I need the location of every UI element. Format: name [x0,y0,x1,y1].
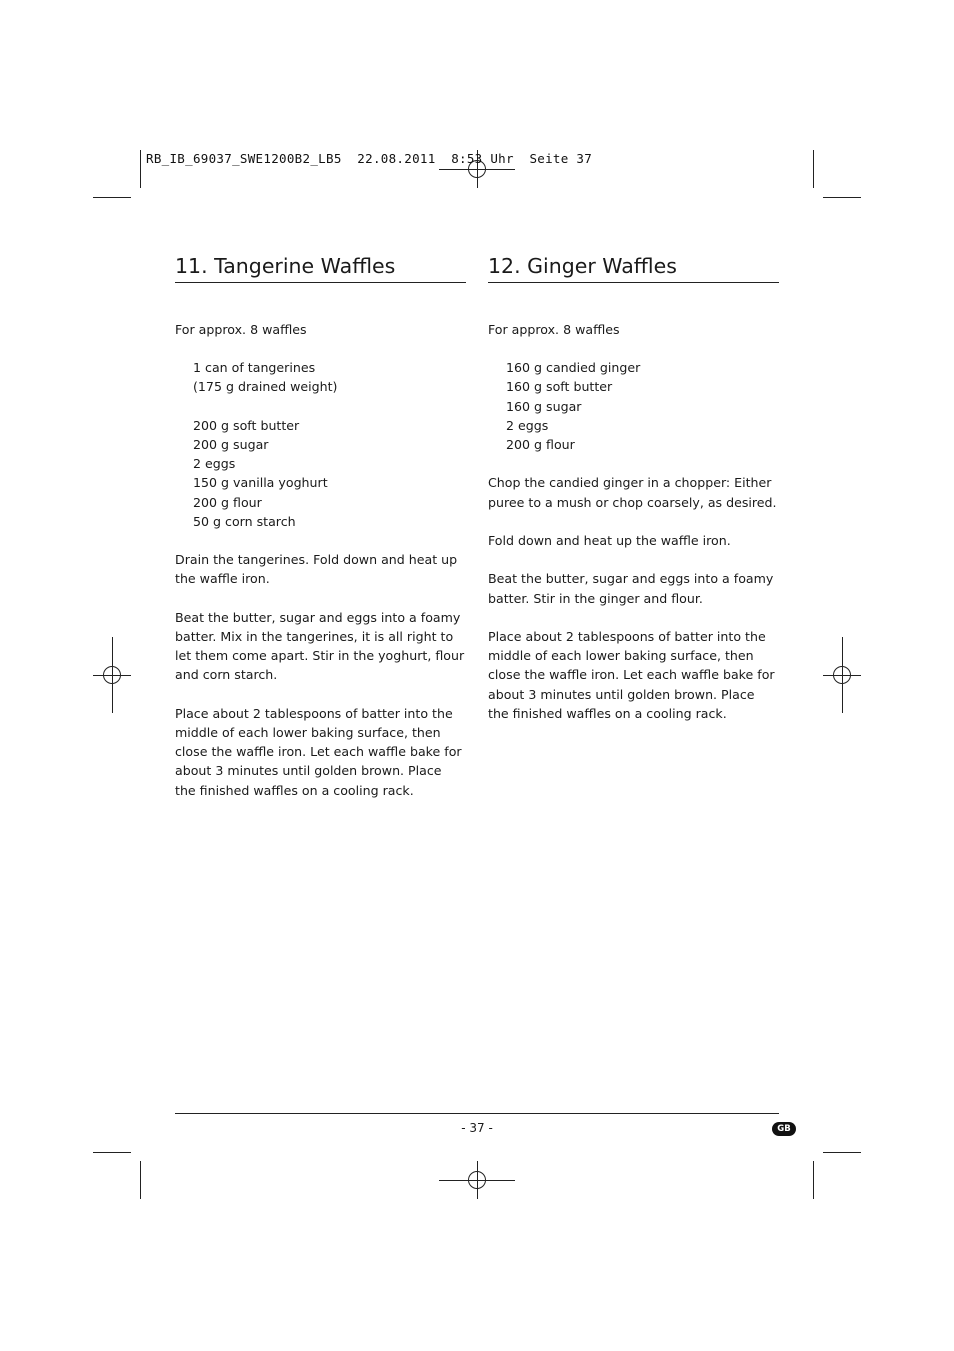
crop-mark [813,1161,814,1199]
instruction-paragraph: Beat the butter, sugar and eggs into a foamy batter. Stir in the ginger and flour. [488,571,774,606]
crop-mark [823,197,861,198]
print-slug-line: RB_IB_69037_SWE1200B2_LB5 22.08.2011 8:53 Uhr Seite 37 [146,151,593,166]
instruction-paragraph: Beat the butter, sugar and eggs into a foamy batter. Mix in the tangerines, it is all right to let them come apart. Stir in the yoghurt, flour and corn starch. [175,609,465,683]
instruction-paragraph: Place about 2 tablespoons of batter into the middle of each lower baking surface, then close the waffle iron. Let each waffle bake for about 3 minutes until golden brown. Place the finished waffles on a cooling rack. [488,628,775,721]
ingredient-item: 150 g vanilla yoghurt [193,475,328,491]
instruction-paragraph: Fold down and heat up the waffle iron. [488,533,731,548]
crop-mark [813,150,814,188]
ingredient-item: 1 can of tangerines [193,360,316,376]
ingredient-item: 200 g flour [193,494,262,510]
recipe-yield: For approx. 8 waffles [175,322,307,337]
recipe-title: 12. Ginger Waffles [488,252,779,283]
ingredient-list [175,358,466,531]
ingredient-item: 160 g sugar [506,398,582,414]
ingredient-item: 2 eggs [193,456,236,472]
instruction-paragraph: Place about 2 tablespoons of batter into the middle of each lower baking surface, then close the waffle iron. Let each waffle bake for about 3 minutes until golden brown. Place the finished waffles on a cooling rack. [175,705,462,798]
page-number: - 37 - [461,1121,493,1135]
ingredient-item: 200 g soft butter [193,417,300,433]
crop-mark [93,197,131,198]
footer-rule [175,1113,779,1114]
ingredient-item: (175 g drained weight) [193,379,338,395]
ingredient-item: 50 g corn starch [193,513,296,529]
instruction-paragraph: Chop the candied ginger in a chopper: Either puree to a mush or chop coarsely, as desired. [488,475,777,510]
language-badge: GB [772,1122,796,1136]
crop-mark [140,1161,141,1199]
recipe-title: 11. Tangerine Waffles [175,252,466,283]
crop-mark [823,1152,861,1153]
ingredient-list [488,358,779,454]
instruction-paragraph: Drain the tangerines. Fold down and heat up the waffle iron. [175,552,458,587]
ingredient-item: 160 g candied ginger [506,360,641,376]
ingredient-item: 2 eggs [506,417,549,433]
ingredient-item: 200 g sugar [193,437,269,452]
ingredient-item: 160 g soft butter [506,379,613,395]
crop-mark [93,1152,131,1153]
recipe-yield: For approx. 8 waffles [488,322,620,337]
crop-mark [140,150,141,188]
ingredient-spacer [193,397,466,416]
recipe-ginger-waffles [488,252,779,723]
recipe-tangerine-waffles [175,252,466,800]
ingredient-item: 200 g flour [506,437,575,453]
